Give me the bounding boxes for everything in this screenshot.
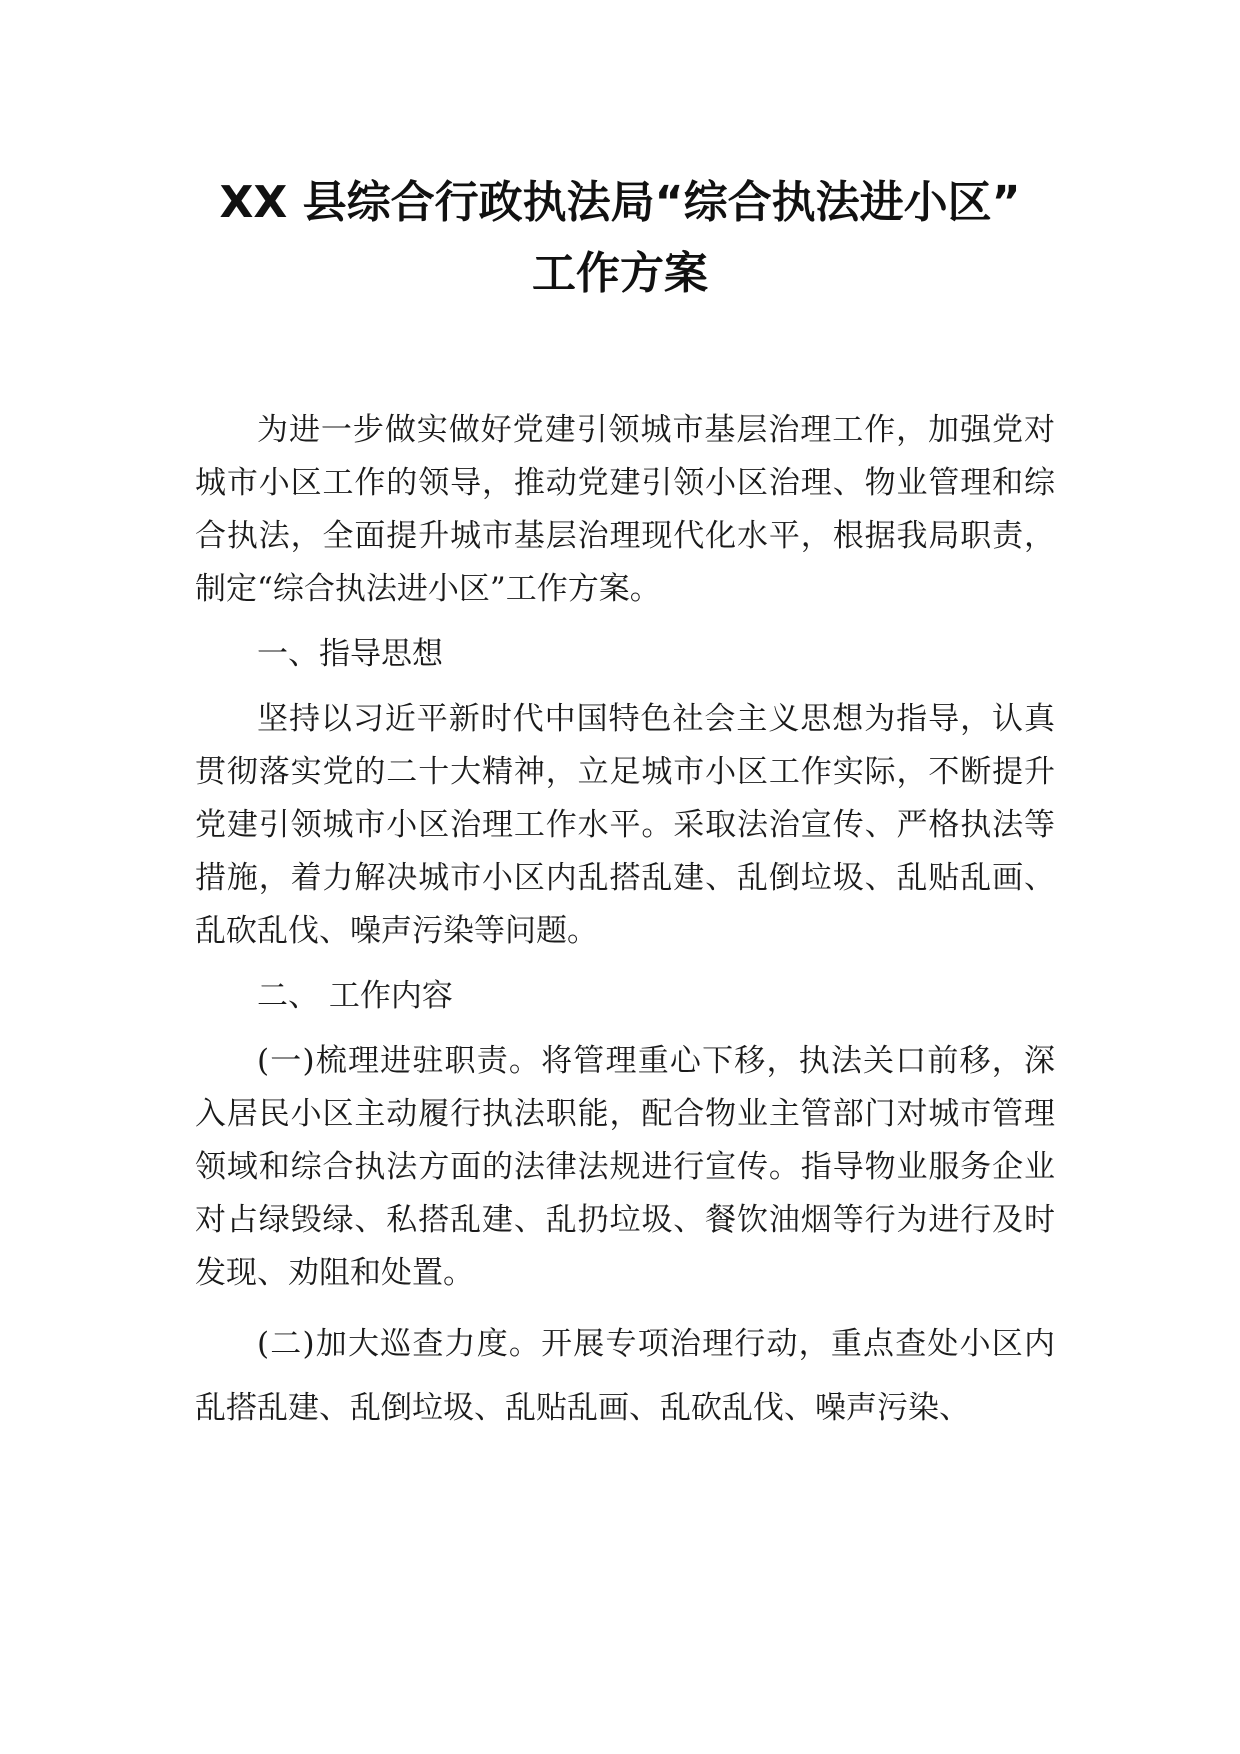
document-title-line-1: XX 县综合行政执法局“综合执法进小区” bbox=[219, 177, 1021, 228]
section-heading-work-content: 二、 工作内容 bbox=[257, 978, 453, 1014]
section-heading-guiding-ideology: 一、指导思想 bbox=[257, 636, 443, 672]
intro-paragraph: 为进一步做实做好党建引领城市基层治理工作，加强党对城市小区工作的领导，推动党建引领小区治理、物业管理和综合执法，全面提升城市基层治理现代化水平，根据我局职责，制定“综合执法进小区”工作方案。 bbox=[195, 412, 1055, 607]
guiding-ideology-paragraph: 坚持以习近平新时代中国特色社会主义思想为指导，认真贯彻落实党的二十大精神，立足城市小区工作实际，不断提升党建引领城市小区治理工作水平。采取法治宣传、严格执法等措施，着力解决城市小区内乱搭乱建、乱倒垃圾、乱贴乱画、乱砍乱伐、噪声污染等问题。 bbox=[195, 701, 1055, 949]
document-title-line-2: 工作方案 bbox=[532, 248, 708, 299]
work-item-2-paragraph: (二)加大巡查力度。开展专项治理行动，重点查处小区内乱搭乱建、乱倒垃圾、乱贴乱画、乱砍乱伐、噪声污染、 bbox=[195, 1326, 1055, 1426]
work-item-1-paragraph: (一)梳理进驻职责。将管理重心下移，执法关口前移，深入居民小区主动履行执法职能，配合物业主管部门对城市管理领域和综合执法方面的法律法规进行宣传。指导物业服务企业对占绿毁绿、私搭乱建、乱扔垃圾、餐饮油烟等行为进行及时发现、劝阻和处置。 bbox=[195, 1043, 1055, 1291]
document-body bbox=[195, 404, 1055, 1440]
